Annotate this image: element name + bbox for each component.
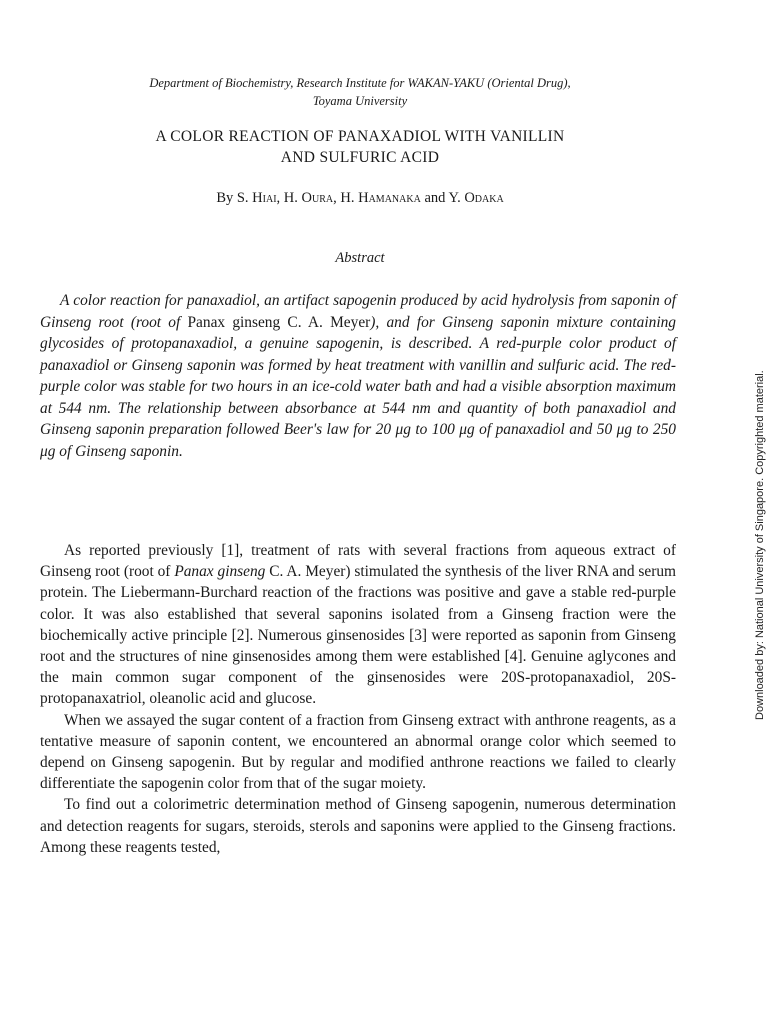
affiliation-line-2: Toyama University bbox=[312, 94, 408, 108]
affiliation bbox=[40, 74, 680, 110]
by-label: By bbox=[216, 190, 234, 206]
title-line-2: AND SULFURIC ACID bbox=[280, 149, 440, 166]
abstract-heading: Abstract bbox=[335, 250, 385, 266]
body-paragraph-3: To find out a colorimetric determination method of Ginseng sapogenin, numerous determination and detection reagents for sugars, steroids, sterols and saponins were applied to the Ginseng fractions. Among these reagents tested, bbox=[40, 796, 676, 856]
abstract-species: Panax ginseng C. A. Meyer bbox=[187, 313, 371, 331]
author-2: H. Oura bbox=[283, 190, 334, 206]
title-line-1: A COLOR REACTION OF PANAXADIOL WITH VANILLIN bbox=[155, 128, 565, 145]
author-3: H. Hamanaka bbox=[340, 190, 421, 206]
body-paragraph-1: As reported previously [1], treatment of rats with several fractions from aqueous extract of Ginseng root (root of Panax ginseng C. A. Meyer) stimulated the synthesis of the liver RNA and serum protein. The Liebermann-Burchard reaction of the fractions was positive and gave a stable red-purple color. It was also established that several saponins isolated from a Ginseng fraction were the biochemically active principle [2]. Numerous ginsenosides [3] were reported as saponin from Ginseng root and the structures of nine ginsenosides among them were established [4]. Genuine aglycones and the main common sugar component of the ginsenosides were 20S-protopanaxadiol, 20S-protopanaxatriol, oleanolic acid and glucose. bbox=[40, 542, 676, 708]
body-paragraph-2: When we assayed the sugar content of a fraction from Ginseng extract with anthrone reagents, as a tentative measure of saponin content, we encountered an abnormal orange color which seemed to depend on Ginseng sapogenin. But by regular and modified anthrone reactions we failed to clearly differentiate the sapogenin color from that of the sugar moiety. bbox=[40, 711, 676, 793]
affiliation-line-1: Department of Biochemistry, Research Institute for WAKAN-YAKU (Oriental Drug), bbox=[149, 76, 571, 90]
author-1: S. Hiai bbox=[236, 190, 277, 206]
body-text bbox=[40, 540, 676, 858]
author-4: Y. Odaka bbox=[448, 190, 504, 206]
abstract-text: A color reaction for panaxadiol, an artifact sapogenin produced by acid hydrolysis from saponin of Ginseng root (root of Panax ginseng C. A. Meyer), and for Ginseng saponin mixture containing glycosides of protopanaxadiol, a genuine sapogenin, is described. A red-purple color product of panaxadiol or Ginseng saponin was formed by heat treatment with vanillin and sulfuric acid. The red-purple color was stable for two hours in an ice-cold water bath and had a visible absorption maximum at 544 nm. The relationship between absorbance at 544 nm and quantity of both panaxadiol and Ginseng saponin preparation followed Beer's law for 20 μg to 100 μg of panaxadiol and 50 μg to 250 μg of Ginseng saponin. bbox=[40, 292, 676, 460]
author-line: By S. Hiai, H. Oura, H. Hamanaka and Y. Odaka bbox=[216, 190, 504, 206]
download-watermark-text: Downloaded by: National University of Singapore. Copyrighted material. bbox=[754, 370, 766, 720]
download-watermark bbox=[740, 320, 768, 720]
and-label: and bbox=[424, 190, 446, 206]
species-name: Panax ginseng bbox=[174, 563, 266, 581]
paper-title bbox=[40, 126, 680, 168]
